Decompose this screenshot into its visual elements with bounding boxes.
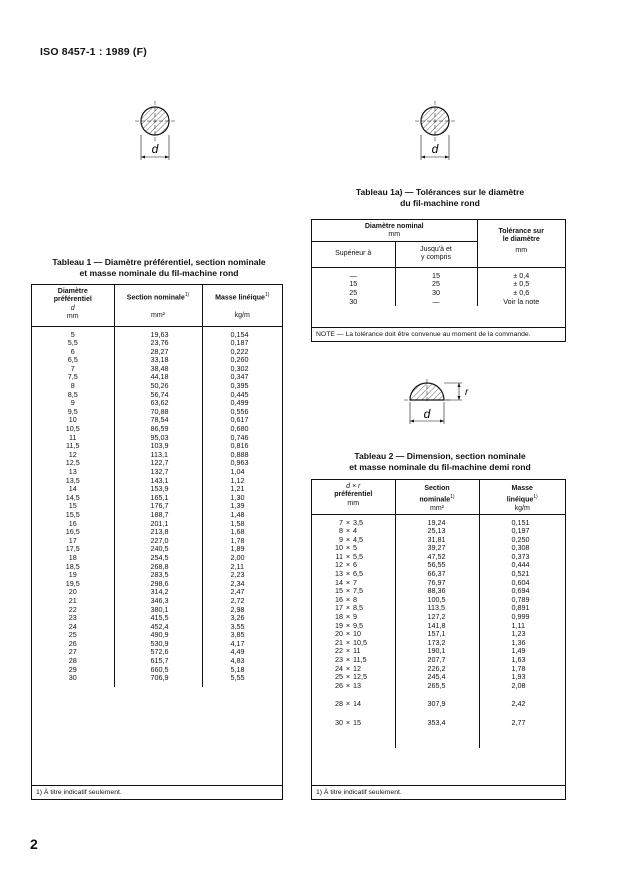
mass-cell: 2,11	[202, 563, 282, 572]
mass-cell: 1,39	[202, 502, 282, 511]
dim-times: ×	[345, 526, 351, 536]
section-cell: 33,18	[114, 356, 202, 365]
dim-times: ×	[345, 577, 351, 587]
section-cell: 530,9	[114, 640, 202, 649]
section-cell: 415,5	[114, 614, 202, 623]
half-round-section-figure	[398, 378, 474, 430]
section-cell: 207,7	[395, 656, 479, 665]
section-cell: 23,76	[114, 339, 202, 348]
dim-r: 6	[353, 560, 357, 570]
dim-d: 30	[335, 717, 343, 727]
section-cell: 353,4	[395, 709, 479, 728]
table1	[31, 284, 283, 800]
mass-cell: 0,445	[202, 391, 282, 400]
table1-caption	[35, 257, 283, 279]
section-cell: 380,1	[114, 606, 202, 615]
diameter-cell: 15,5	[65, 509, 80, 519]
diameter-cell: 14,5	[65, 492, 80, 502]
mass-cell: 3,26	[202, 614, 282, 623]
section-cell: 165,1	[114, 494, 202, 503]
dim-times: ×	[345, 569, 351, 579]
section-cell: 56,55	[395, 561, 479, 570]
section-cell: 452,4	[114, 623, 202, 632]
mass-cell: 1,49	[479, 647, 565, 656]
section-cell: 153,9	[114, 485, 202, 494]
dim-d: 25	[335, 672, 343, 682]
diameter-cell: 9,5	[67, 406, 78, 416]
dim-times: ×	[345, 560, 351, 570]
mass-cell: 1,21	[202, 485, 282, 494]
section-cell: 56,74	[114, 391, 202, 400]
table1-footnote-box	[32, 785, 282, 799]
mass-cell: 2,77	[479, 709, 565, 728]
section-cell: 113,1	[114, 451, 202, 460]
section-cell: 240,5	[114, 545, 202, 554]
diameter-cell: 23	[68, 613, 77, 623]
mass-cell: 1,78	[202, 537, 282, 546]
section-cell: 19,24	[395, 514, 479, 527]
mass-cell: 0,154	[202, 326, 282, 339]
jusqua-cell: —	[395, 298, 477, 307]
table2-caption-line2: et masse nominale du fil-machine demi rond	[349, 462, 531, 472]
dim-r: 15	[353, 717, 361, 727]
table1-col2-header: Section nominale$^{1)}$ mm²	[114, 285, 202, 326]
mass-cell: 2,00	[202, 554, 282, 563]
dim-times: ×	[345, 517, 351, 527]
dim-r: 5,5	[353, 551, 363, 561]
mass-cell: 1,23	[479, 630, 565, 639]
diameter-cell: 17	[68, 535, 77, 545]
dim-r: 10,5	[353, 637, 367, 647]
table1-caption-line1: Tableau 1 — Diamètre préférentiel, section nominale	[52, 257, 266, 267]
table1a-col3-header: Tolérance sur le diamètre mm	[477, 220, 565, 267]
dim-d: 10	[335, 543, 343, 553]
table2-caption	[314, 451, 566, 473]
table-row	[312, 298, 565, 307]
round-d-label-2: d	[431, 142, 439, 156]
table-row	[32, 674, 282, 683]
diameter-cell: 22	[68, 604, 77, 614]
mass-cell: 4,83	[202, 657, 282, 666]
dim-times: ×	[345, 551, 351, 561]
section-cell: 157,1	[395, 630, 479, 639]
dim-times: ×	[345, 672, 351, 682]
diameter-cell: 18,5	[65, 561, 80, 571]
diameter-cell: 30	[68, 673, 77, 683]
dim-times: ×	[345, 586, 351, 596]
mass-cell: 0,680	[202, 425, 282, 434]
diameter-cell: 10,5	[65, 424, 80, 434]
table-row	[312, 709, 565, 728]
section-cell: 227,0	[114, 537, 202, 546]
section-cell: 268,8	[114, 563, 202, 572]
mass-cell: 2,72	[202, 597, 282, 606]
mass-cell: 1,89	[202, 545, 282, 554]
section-cell: 254,5	[114, 554, 202, 563]
section-cell: 132,7	[114, 468, 202, 477]
mass-cell: 3,55	[202, 623, 282, 632]
dim-times: ×	[345, 655, 351, 664]
dim-times: ×	[345, 603, 351, 613]
mass-cell: 0,222	[202, 348, 282, 357]
section-cell: 100,5	[395, 596, 479, 605]
section-cell: 86,59	[114, 425, 202, 434]
diameter-cell: 5	[70, 329, 75, 339]
section-cell: 213,8	[114, 528, 202, 537]
dim-d: 20	[335, 629, 343, 639]
dim-r: 11,5	[353, 655, 367, 664]
mass-cell: 0,250	[479, 536, 565, 545]
round-section-figure-2	[408, 98, 468, 168]
diameter-cell: 26	[68, 638, 77, 648]
mass-cell: 5,18	[202, 666, 282, 675]
section-cell: 50,26	[114, 382, 202, 391]
diameter-cell: 10	[68, 415, 77, 425]
section-cell: 615,7	[114, 657, 202, 666]
diameter-cell: 21	[68, 595, 77, 605]
dimension-cell	[312, 690, 395, 709]
mass-cell: 4,17	[202, 640, 282, 649]
section-cell: 122,7	[114, 459, 202, 468]
mass-cell: 0,444	[479, 561, 565, 570]
mass-cell: 0,789	[479, 596, 565, 605]
section-cell: 245,4	[395, 673, 479, 682]
diameter-cell: 5,5	[67, 338, 78, 348]
diameter-cell: 12	[68, 449, 77, 459]
dim-d: 18	[335, 612, 343, 622]
section-cell: 572,6	[114, 648, 202, 657]
diameter-cell: 17,5	[65, 544, 80, 554]
mass-cell: 0,521	[479, 570, 565, 579]
mass-cell: 0,999	[479, 613, 565, 622]
dim-r: 8	[353, 594, 357, 604]
mass-cell: 1,78	[479, 665, 565, 674]
table1a	[311, 219, 566, 342]
table1a-caption-line2: du fil-machine rond	[400, 198, 480, 208]
jusqua-cell: 30	[395, 289, 477, 298]
section-cell: 88,36	[395, 587, 479, 596]
table2-caption-line1: Tableau 2 — Dimension, section nominale	[354, 451, 526, 461]
diameter-cell: 13	[68, 467, 77, 476]
dim-d: 22	[335, 646, 343, 656]
standard-reference: ISO 8457-1 : 1989 (F)	[40, 46, 147, 58]
section-cell: 283,5	[114, 571, 202, 580]
section-cell: 28,27	[114, 348, 202, 357]
superieur-cell: —	[349, 270, 357, 280]
table2-col1-header: d × r préférentiel mm	[312, 480, 395, 514]
diameter-cell: 15	[68, 501, 77, 511]
tolerance-cell: ± 0,4	[477, 267, 565, 280]
dim-times: ×	[345, 534, 351, 544]
diameter-cell: 13,5	[65, 475, 80, 485]
mass-cell: 0,963	[202, 459, 282, 468]
table1-caption-line2: et masse nominale du fil-machine rond	[79, 268, 239, 278]
diameter-cell: 19,5	[65, 578, 80, 588]
dim-times: ×	[345, 612, 351, 622]
diameter-cell: 19	[68, 570, 77, 580]
half-round-d-label: d	[423, 407, 431, 421]
diameter-cell: 16	[68, 518, 77, 528]
mass-cell: 5,55	[202, 674, 282, 683]
dim-r: 12	[353, 663, 361, 673]
section-cell: 19,63	[114, 326, 202, 339]
section-cell: 173,2	[395, 639, 479, 648]
jusqua-cell: 15	[395, 267, 477, 280]
mass-cell: 1,36	[479, 639, 565, 648]
diameter-cell: 11	[69, 432, 77, 442]
dim-d: 11	[335, 551, 343, 561]
mass-cell: 4,49	[202, 648, 282, 657]
dim-d: 16	[335, 594, 343, 604]
diameter-cell: 7,5	[67, 372, 78, 382]
table2-footnote-box	[312, 785, 565, 799]
section-cell: 188,7	[114, 511, 202, 520]
page-number: 2	[30, 836, 38, 852]
dim-d: 21	[335, 637, 343, 647]
section-cell: 190,1	[395, 647, 479, 656]
dim-times: ×	[345, 620, 351, 630]
table1a-subcol2-header: Jusqu'à et y compris	[395, 241, 477, 267]
section-cell: 76,97	[395, 579, 479, 588]
section-cell: 47,52	[395, 553, 479, 562]
section-cell: 226,2	[395, 665, 479, 674]
mass-cell: 2,98	[202, 606, 282, 615]
table-row	[312, 690, 565, 709]
dim-d: 12	[335, 560, 343, 570]
dim-d: 24	[335, 663, 343, 673]
section-cell: 141,8	[395, 622, 479, 631]
table1a-subcol1-header: Supérieur à	[312, 241, 395, 267]
dim-d: 9	[339, 534, 343, 544]
mass-cell: 0,347	[202, 373, 282, 382]
section-cell: 70,88	[114, 408, 202, 417]
dim-r: 12,5	[353, 672, 367, 682]
table1a-caption-line1: Tableau 1a) — Tolérances sur le diamètre	[355, 187, 525, 197]
diameter-cell: 11,5	[66, 441, 80, 451]
section-cell: 265,5	[395, 682, 479, 691]
mass-cell: 0,395	[202, 382, 282, 391]
round-d-label: d	[151, 142, 159, 156]
dim-times: ×	[345, 637, 351, 647]
section-cell: 31,81	[395, 536, 479, 545]
diameter-cell: 18	[68, 552, 77, 562]
dim-d: 23	[335, 655, 343, 664]
dim-d: 14	[335, 577, 343, 587]
section-cell: 660,5	[114, 666, 202, 675]
diameter-cell: 8	[70, 381, 75, 391]
mass-cell: 1,11	[479, 622, 565, 631]
diameter-cell: 8,5	[67, 389, 78, 399]
diameter-cell: 16,5	[65, 527, 80, 537]
section-cell: 201,1	[114, 520, 202, 529]
dim-r: 9,5	[353, 620, 363, 630]
mass-cell: 0,499	[202, 399, 282, 408]
tolerance-cell: ± 0,6	[477, 289, 565, 298]
mass-cell: 2,08	[479, 682, 565, 691]
tolerance-cell: ± 0,5	[477, 280, 565, 289]
diameter-cell: 29	[68, 664, 77, 674]
section-cell: 39,27	[395, 544, 479, 553]
diameter-cell: 7	[70, 363, 75, 373]
table1-col1-header: Diamètre préférentiel d mm	[32, 285, 114, 326]
section-cell: 113,5	[395, 604, 479, 613]
table1a-note-box	[312, 327, 565, 341]
superieur-cell: 30	[349, 296, 358, 306]
mass-cell: 2,34	[202, 580, 282, 589]
mass-cell: 1,48	[202, 511, 282, 520]
jusqua-cell: 25	[395, 280, 477, 289]
mass-cell: 3,85	[202, 631, 282, 640]
diameter-cell: 25	[68, 630, 77, 640]
mass-cell: 0,151	[479, 514, 565, 527]
dimension-cell	[312, 682, 395, 691]
dim-times: ×	[345, 717, 351, 727]
table2-col3-header: Masse linéique$^{1)}$ kg/m	[479, 480, 565, 514]
table1-col3-header: Masse linéique$^{1)}$ kg/m	[202, 285, 282, 326]
diameter-cell: 27	[68, 647, 77, 657]
section-cell: 63,62	[114, 399, 202, 408]
section-cell: 298,6	[114, 580, 202, 589]
dim-d: 15	[335, 586, 343, 596]
table1a-note: NOTE — La tolérance doit être convenue au moment de la commande.	[316, 331, 531, 338]
diameter-cell: 12,5	[65, 458, 80, 468]
table2	[311, 479, 566, 800]
mass-cell: 2,23	[202, 571, 282, 580]
table2-footnote: 1) À titre indicatif seulement.	[316, 789, 402, 796]
dim-times: ×	[345, 594, 351, 604]
dim-r: 3,5	[353, 517, 363, 527]
diameter-cell: 20	[68, 587, 77, 597]
diameter-cell: 9	[70, 398, 75, 408]
table-row	[312, 682, 565, 691]
mass-cell: 0,746	[202, 434, 282, 443]
dim-d: 13	[335, 569, 343, 579]
diameter-cell: 28	[68, 656, 77, 666]
section-cell: 307,9	[395, 690, 479, 709]
mass-cell: 0,302	[202, 365, 282, 374]
mass-cell: 1,12	[202, 477, 282, 486]
table1-footnote: 1) À titre indicatif seulement.	[36, 789, 122, 796]
section-cell: 66,37	[395, 570, 479, 579]
section-cell: 346,3	[114, 597, 202, 606]
section-cell: 38,48	[114, 365, 202, 374]
dim-r: 8,5	[353, 603, 363, 613]
mass-cell: 1,93	[479, 673, 565, 682]
dimension-cell	[312, 709, 395, 728]
dim-r: 6,5	[353, 569, 363, 579]
dim-r: 13	[353, 680, 361, 690]
section-cell: 314,2	[114, 588, 202, 597]
mass-cell: 1,68	[202, 528, 282, 537]
dim-times: ×	[345, 646, 351, 656]
dim-r: 11	[353, 646, 361, 656]
superieur-cell: 15	[349, 279, 358, 289]
dim-d: 8	[339, 526, 343, 536]
mass-cell: 0,604	[479, 579, 565, 588]
dim-d: 17	[335, 603, 343, 613]
section-cell: 143,1	[114, 477, 202, 486]
section-cell: 490,9	[114, 631, 202, 640]
mass-cell: 1,04	[202, 468, 282, 477]
half-round-r-label: r	[465, 387, 469, 398]
dim-times: ×	[345, 629, 351, 639]
dim-r: 14	[353, 699, 361, 709]
dim-d: 7	[339, 517, 343, 527]
dim-times: ×	[345, 543, 351, 553]
mass-cell: 0,694	[479, 587, 565, 596]
dim-d: 19	[335, 620, 343, 630]
round-section-figure	[128, 98, 188, 168]
diameter-cell: 14	[68, 484, 77, 494]
mass-cell: 1,30	[202, 494, 282, 503]
mass-cell: 2,47	[202, 588, 282, 597]
diameter-cell: 6,5	[67, 355, 78, 365]
dim-r: 5	[353, 543, 357, 553]
mass-cell: 0,617	[202, 416, 282, 425]
dim-d: 26	[335, 680, 343, 690]
table2-col2-header: Section nominale$^{1)}$ mm²	[395, 480, 479, 514]
section-cell: 25,13	[395, 527, 479, 536]
mass-cell: 0,816	[202, 442, 282, 451]
mass-cell: 0,197	[479, 527, 565, 536]
dim-times: ×	[345, 699, 351, 709]
dim-times: ×	[345, 663, 351, 673]
mass-cell: 0,308	[479, 544, 565, 553]
mass-cell: 0,373	[479, 553, 565, 562]
superieur-cell: 25	[349, 288, 358, 297]
section-cell: 78,54	[114, 416, 202, 425]
section-cell: 103,9	[114, 442, 202, 451]
table1a-caption	[314, 187, 566, 209]
tolerance-cell: Voir la note	[477, 298, 565, 307]
dim-r: 7	[353, 577, 357, 587]
section-cell: 44,18	[114, 373, 202, 382]
mass-cell: 2,42	[479, 690, 565, 709]
diameter-cell: 6	[70, 346, 75, 356]
dim-times: ×	[345, 680, 351, 690]
section-cell: 95,03	[114, 434, 202, 443]
dim-r: 9	[353, 612, 357, 622]
section-cell: 127,2	[395, 613, 479, 622]
dim-r: 4,5	[353, 534, 363, 544]
dim-r: 10	[353, 629, 361, 639]
dim-d: 28	[335, 699, 343, 709]
mass-cell: 0,888	[202, 451, 282, 460]
diameter-cell: 24	[68, 621, 77, 631]
mass-cell: 0,891	[479, 604, 565, 613]
table1a-group-header: Diamètre nominal mm	[312, 220, 477, 241]
mass-cell: 1,63	[479, 656, 565, 665]
mass-cell: 1,58	[202, 520, 282, 529]
mass-cell: 0,556	[202, 408, 282, 417]
dim-r: 7,5	[353, 586, 363, 596]
section-cell: 176,7	[114, 502, 202, 511]
dim-r: 4	[353, 526, 357, 536]
mass-cell: 0,260	[202, 356, 282, 365]
section-cell: 706,9	[114, 674, 202, 683]
mass-cell: 0,187	[202, 339, 282, 348]
